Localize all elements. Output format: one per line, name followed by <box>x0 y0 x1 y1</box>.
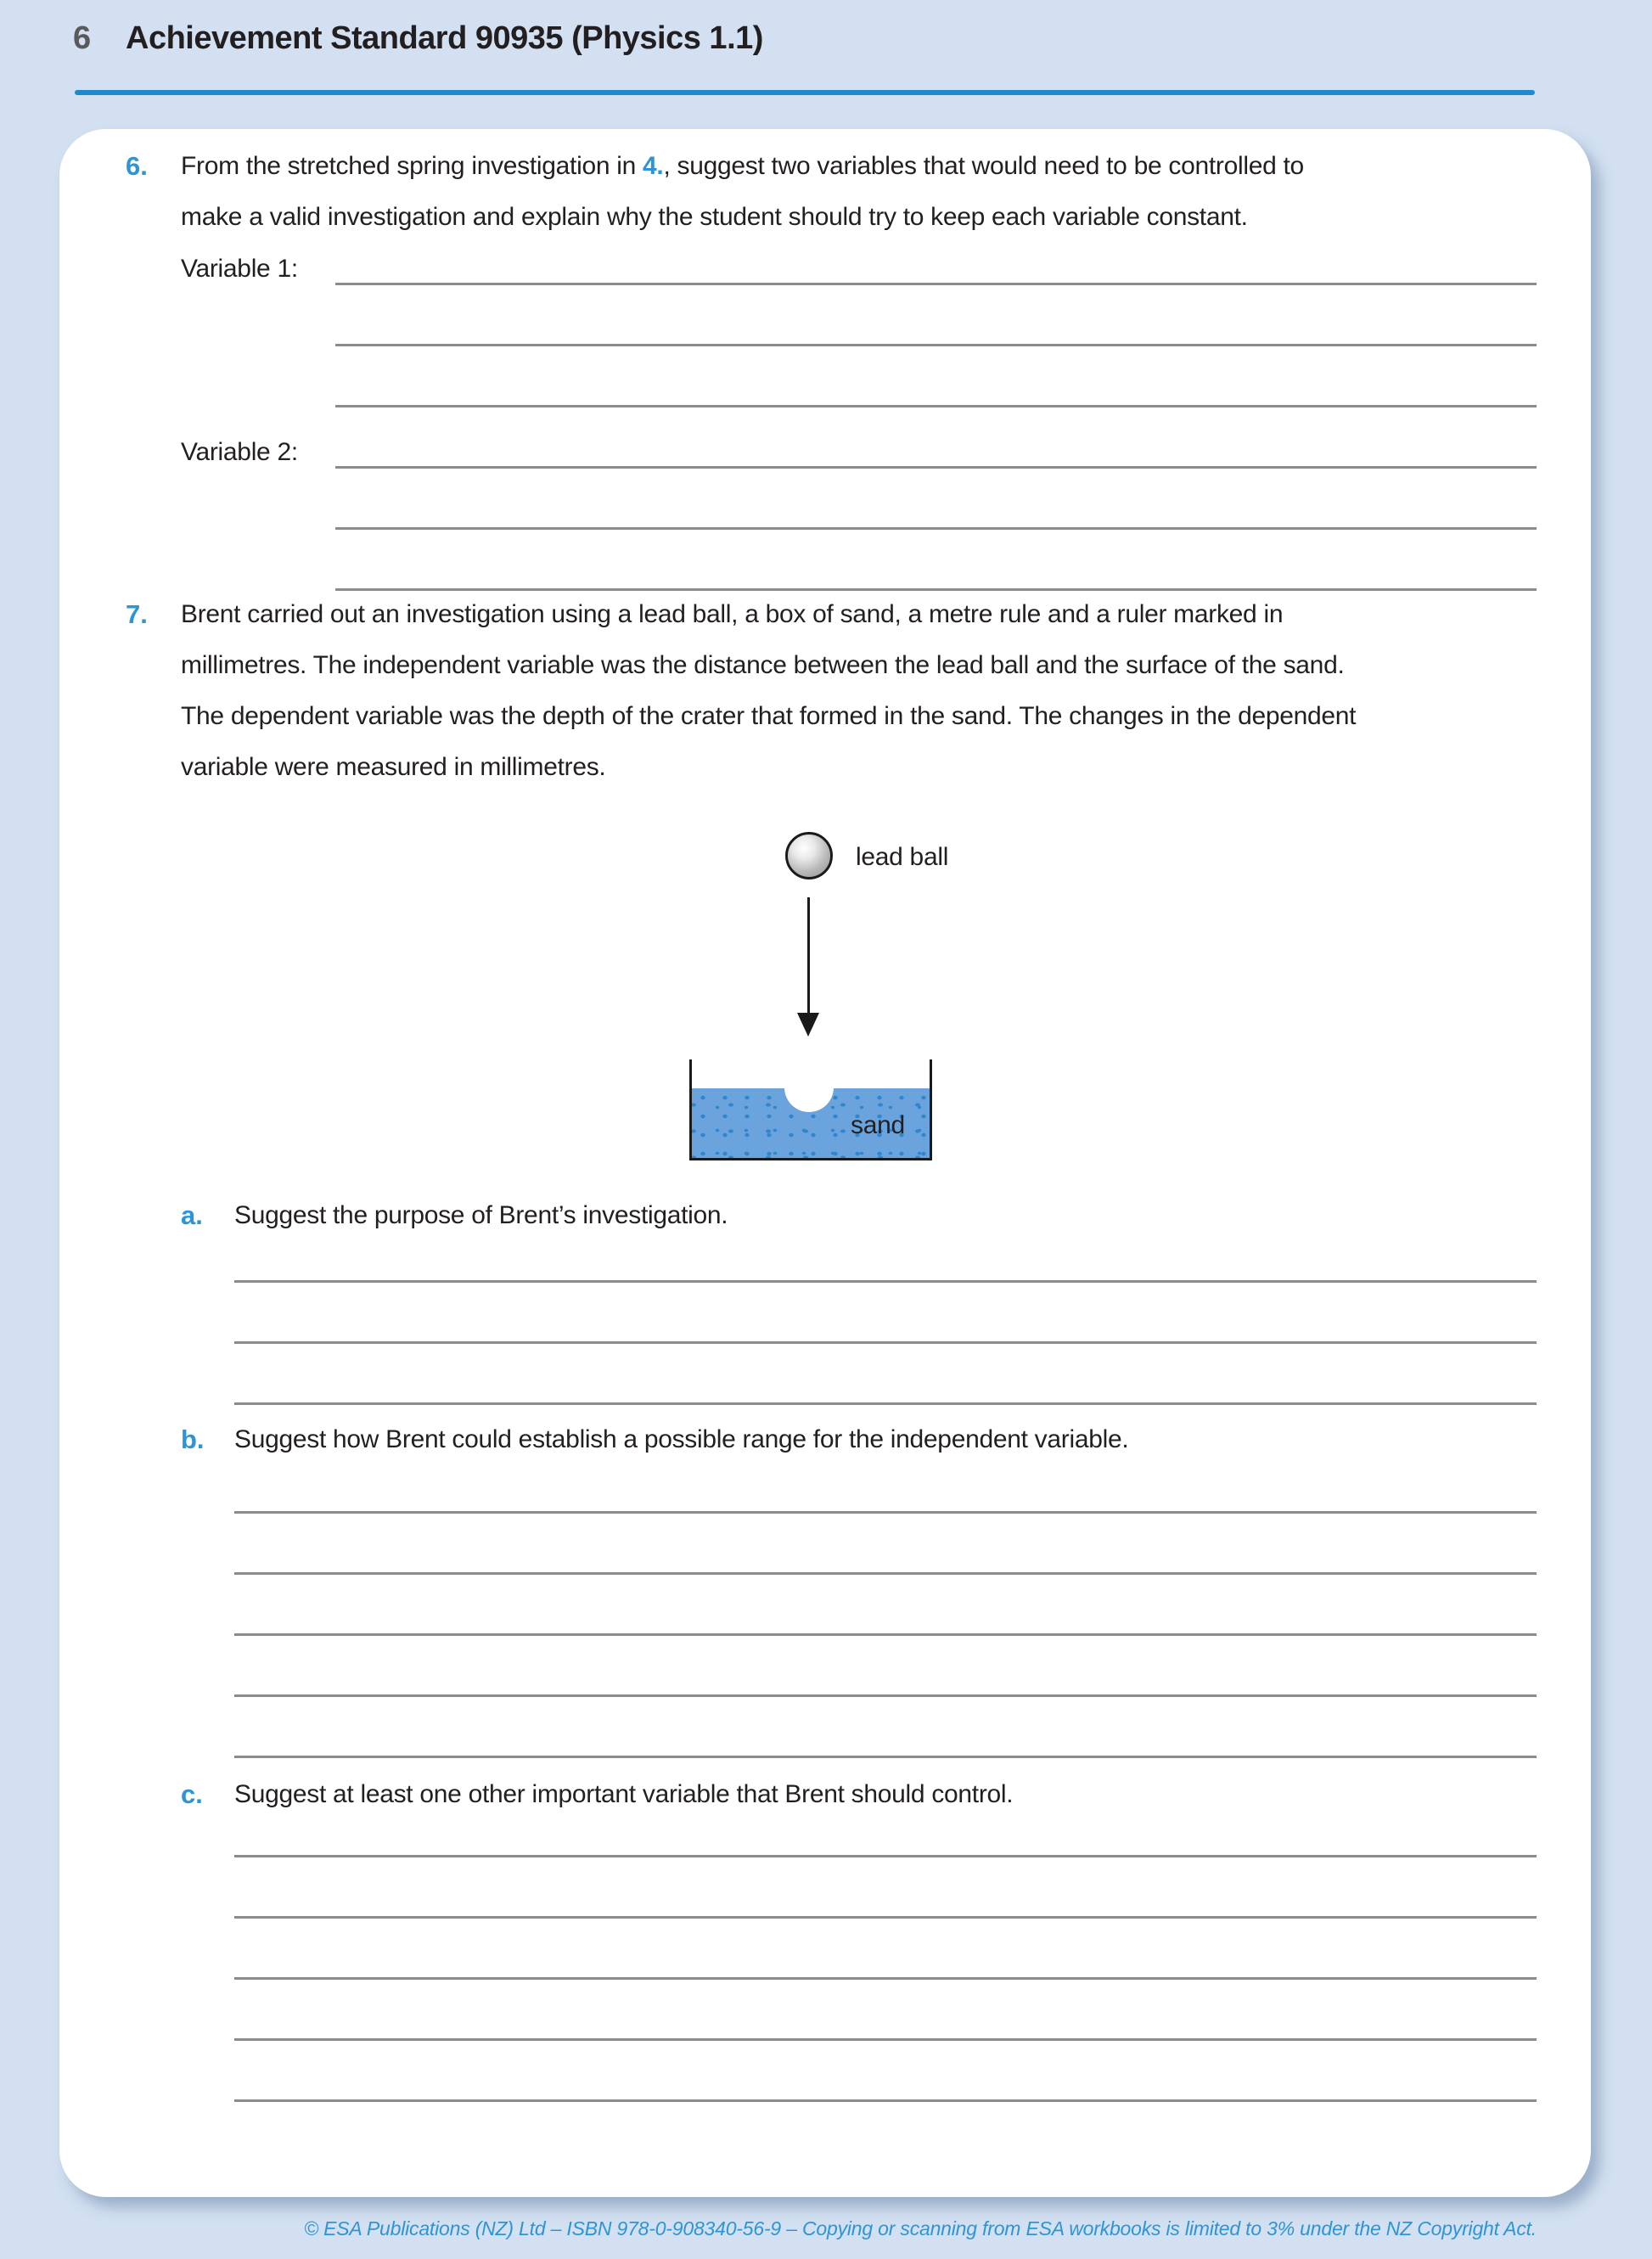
question-7-text-line3: The dependent variable was the depth of the crater that formed in the sand. The changes in the dependent <box>181 702 1357 730</box>
question-6-text-line2: make a valid investigation and explain why the student should try to keep each variable constant. <box>181 203 1248 231</box>
question-7-number: 7. <box>126 599 148 629</box>
answer-line <box>335 588 1537 591</box>
answer-line <box>234 1511 1537 1514</box>
answer-line <box>234 2038 1537 2041</box>
drop-arrow-head-icon <box>797 1013 819 1037</box>
answer-line <box>234 1916 1537 1919</box>
variable-2-label: Variable 2: <box>181 438 298 466</box>
question-7-text-line4: variable were measured in millimetres. <box>181 753 606 781</box>
drop-arrow-line <box>807 897 810 1014</box>
q6-text-post: , suggest two variables that would need to be controlled to <box>663 152 1304 180</box>
answer-line <box>234 2099 1537 2102</box>
variable-1-label: Variable 1: <box>181 255 298 283</box>
answer-line <box>234 1402 1537 1405</box>
header-rule <box>75 90 1535 95</box>
answer-line <box>335 527 1537 530</box>
answer-line <box>234 1756 1537 1758</box>
answer-line <box>335 405 1537 407</box>
crater-notch <box>784 1088 834 1112</box>
question-6-text-line1 <box>181 151 1304 182</box>
lead-ball-illustration <box>785 832 833 879</box>
sand-label: sand <box>851 1111 905 1139</box>
part-a-text: Suggest the purpose of Brent’s investigation. <box>234 1201 728 1229</box>
lead-ball-label: lead ball <box>856 843 949 871</box>
answer-line <box>335 283 1537 285</box>
answer-line <box>234 1694 1537 1697</box>
answer-line <box>234 1572 1537 1575</box>
q6-text-pre: From the stretched spring investigation in <box>181 152 643 180</box>
copyright-footer: © ESA Publications (NZ) Ltd – ISBN 978-0-908340-56-9 – Copying or scanning from ESA workbooks is limited to 3% under the NZ Copyright Act. <box>304 2217 1537 2239</box>
answer-line <box>234 1341 1537 1344</box>
part-c-text: Suggest at least one other important variable that Brent should control. <box>234 1780 1014 1808</box>
answer-line <box>234 1280 1537 1283</box>
question-6-number: 6. <box>126 151 148 181</box>
answer-line <box>234 1633 1537 1636</box>
question-7-text-line2: millimetres. The independent variable was the distance between the lead ball and the surface of the sand. <box>181 651 1345 679</box>
part-b-text: Suggest how Brent could establish a possible range for the independent variable. <box>234 1425 1129 1453</box>
page-title: Achievement Standard 90935 (Physics 1.1) <box>126 20 763 56</box>
part-c-letter: c. <box>181 1779 203 1809</box>
page-number: 6 <box>73 20 91 56</box>
answer-line <box>335 466 1537 469</box>
answer-line <box>234 1855 1537 1857</box>
q6-reference-4: 4. <box>643 152 664 180</box>
answer-line <box>335 344 1537 346</box>
part-b-letter: b. <box>181 1425 205 1454</box>
part-a-letter: a. <box>181 1200 203 1230</box>
answer-line <box>234 1977 1537 1980</box>
question-7-text-line1: Brent carried out an investigation using a lead ball, a box of sand, a metre rule and a ruler marked in <box>181 600 1284 628</box>
